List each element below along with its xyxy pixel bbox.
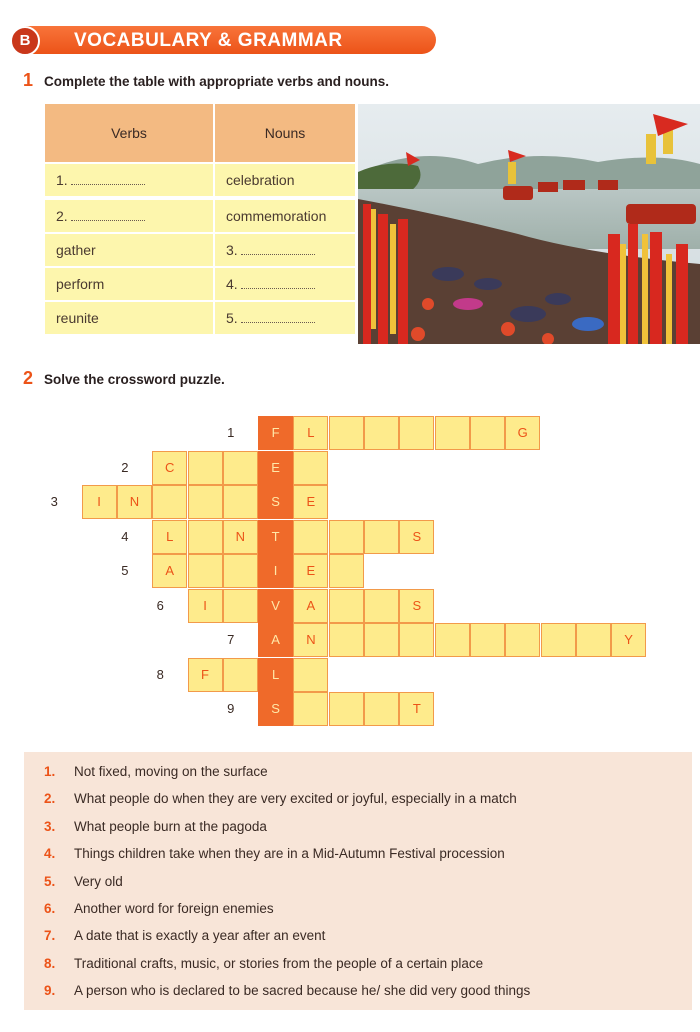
table-cell-verb[interactable] [45,200,213,232]
crossword-cell[interactable] [435,416,470,450]
verb-text: perform [56,276,105,292]
crossword-cell: E [293,554,328,588]
crossword-cell: S [399,589,434,623]
crossword-cell[interactable] [188,520,223,554]
crossword-cell: T [399,692,434,726]
crossword-cell[interactable] [293,658,328,692]
clue-number: 8. [44,955,56,971]
verb-text: gather [56,242,96,258]
crossword-cell[interactable] [223,451,258,485]
noun-text: commemoration [226,208,327,224]
clue-item [44,874,123,889]
crossword-cell[interactable] [188,554,223,588]
crossword-cell[interactable] [293,451,328,485]
answer-blank[interactable] [241,321,315,323]
clue-item [44,791,517,806]
noun-text: celebration [226,172,295,188]
crossword-key-cell: E [258,451,293,485]
crossword-key-cell: L [258,658,293,692]
table-header-verbs: Verbs [45,104,213,162]
crossword-key-cell: I [258,554,293,588]
crossword-row-number: 5 [121,563,129,578]
crossword-cell: S [399,520,434,554]
crossword-cell[interactable] [223,485,258,519]
crossword-row-number: 2 [121,459,129,475]
crossword-cell[interactable] [223,589,258,623]
table-cell-verb [45,234,213,266]
clue-number: 7. [44,928,56,944]
verb-text: reunite [56,310,99,326]
crossword-cell[interactable] [152,485,187,519]
crossword-cell[interactable] [188,485,223,519]
crossword-cell: F [188,658,223,692]
clue-number: 5. [44,873,56,889]
clue-item [44,901,274,916]
section-letter-badge: B [10,26,40,56]
crossword-cell[interactable] [364,416,399,450]
clue-item [44,764,268,779]
crossword-cell[interactable] [364,520,399,554]
crossword-clues [24,752,692,1010]
table-cell-verb[interactable] [45,164,213,196]
crossword-cell[interactable] [364,623,399,657]
crossword-cell: G [505,416,540,450]
verb-text: 2. [56,208,68,224]
crossword-cell: Y [611,623,646,657]
festival-boat-procession-photo [358,104,700,344]
crossword-cell[interactable] [541,623,576,657]
crossword-cell: N [293,623,328,657]
crossword-key-cell: S [258,485,293,519]
crossword-cell[interactable] [188,451,223,485]
exercise-1-instruction: Complete the table with appropriate verbs and nouns. [44,74,390,89]
crossword-cell: L [293,416,328,450]
noun-text: 3. [226,242,238,258]
crossword-row-number: 7 [227,632,235,647]
crossword-cell[interactable] [329,589,364,623]
table-cell-noun[interactable] [215,234,355,266]
clue-item [44,928,325,943]
crossword-row-number: 4 [121,528,129,544]
crossword-cell[interactable] [470,623,505,657]
crossword-cell[interactable] [399,416,434,450]
crossword-row-number: 6 [156,597,164,613]
answer-blank[interactable] [241,287,315,289]
table-cell-noun[interactable] [215,268,355,300]
clue-number: 9. [44,983,56,999]
crossword-cell[interactable] [293,520,328,554]
clue-number: 2. [44,791,56,807]
crossword-cell[interactable] [223,658,258,692]
clue-item [44,956,483,971]
clue-text: Traditional crafts, music, or stories from the people of a certain place [74,955,484,971]
table-header-nouns: Nouns [215,104,355,162]
clue-number: 3. [44,818,56,834]
crossword-key-cell: A [258,623,293,657]
clue-text: What people burn at the pagoda [74,818,267,834]
clue-text: A date that is exactly a year after an event [74,928,326,944]
crossword-cell[interactable] [223,554,258,588]
crossword-key-cell: T [258,520,293,554]
crossword-cell: N [223,520,258,554]
crossword-cell: A [152,554,187,588]
crossword-row-number: 8 [156,666,164,682]
exercise-2-number: 2 [23,368,34,388]
festival-photo-illustration [358,104,700,344]
noun-text: 5. [226,310,238,326]
clue-text: A person who is declared to be sacred because he/ she did very good things [74,983,531,999]
crossword-cell: N [117,485,152,519]
crossword-cell: I [82,485,117,519]
clue-item [44,819,267,834]
table-cell-noun [215,200,355,232]
crossword-cell[interactable] [329,520,364,554]
noun-text: 4. [226,276,238,292]
exercise-1-number: 1 [23,70,34,90]
clue-number: 6. [44,901,56,916]
crossword-cell[interactable] [329,692,364,726]
clue-item [44,846,505,861]
crossword-cell[interactable] [364,589,399,623]
clue-text: What people do when they are very excited or joyful, especially in a match [74,791,517,807]
table-cell-verb [45,302,213,334]
crossword-row-number: 1 [227,425,235,440]
verbs-nouns-table [45,104,355,334]
crossword-key-cell: F [258,416,293,450]
answer-blank[interactable] [71,183,145,185]
clue-text: Things children take when they are in a Mid-Autumn Festival procession [74,846,505,862]
answer-blank[interactable] [71,219,145,221]
clue-text: Not fixed, moving on the surface [74,764,268,779]
crossword-cell: I [188,589,223,623]
table-cell-noun[interactable] [215,302,355,334]
clue-text: Very old [74,873,123,889]
clue-number: 1. [44,764,56,779]
table-cell-verb [45,268,213,300]
crossword-cell: C [152,451,187,485]
crossword-cell[interactable] [293,692,328,726]
clue-text: Another word for foreign enemies [74,901,274,916]
exercise-2-instruction: Solve the crossword puzzle. [44,372,225,387]
crossword-cell[interactable] [399,623,434,657]
section-header [10,26,436,56]
section-title: VOCABULARY & GRAMMAR [74,30,343,51]
crossword-cell: E [293,485,328,519]
crossword-cell: A [293,589,328,623]
clue-number: 4. [44,846,56,862]
table-cell-noun [215,164,355,196]
crossword-cell[interactable] [505,623,540,657]
crossword-cell[interactable] [435,623,470,657]
crossword-row-number: 3 [50,494,58,509]
crossword-cell[interactable] [576,623,611,657]
crossword-cell[interactable] [364,692,399,726]
answer-blank[interactable] [241,253,315,255]
crossword-key-cell: S [258,692,293,726]
crossword-row-number: 9 [227,701,235,716]
verb-text: 1. [56,172,68,188]
clue-item [44,983,530,998]
crossword-cell[interactable] [329,416,364,450]
crossword-key-cell: V [258,589,293,623]
crossword-cell[interactable] [470,416,505,450]
crossword-cell: L [152,520,187,554]
crossword-cell[interactable] [329,554,364,588]
crossword-cell[interactable] [329,623,364,657]
